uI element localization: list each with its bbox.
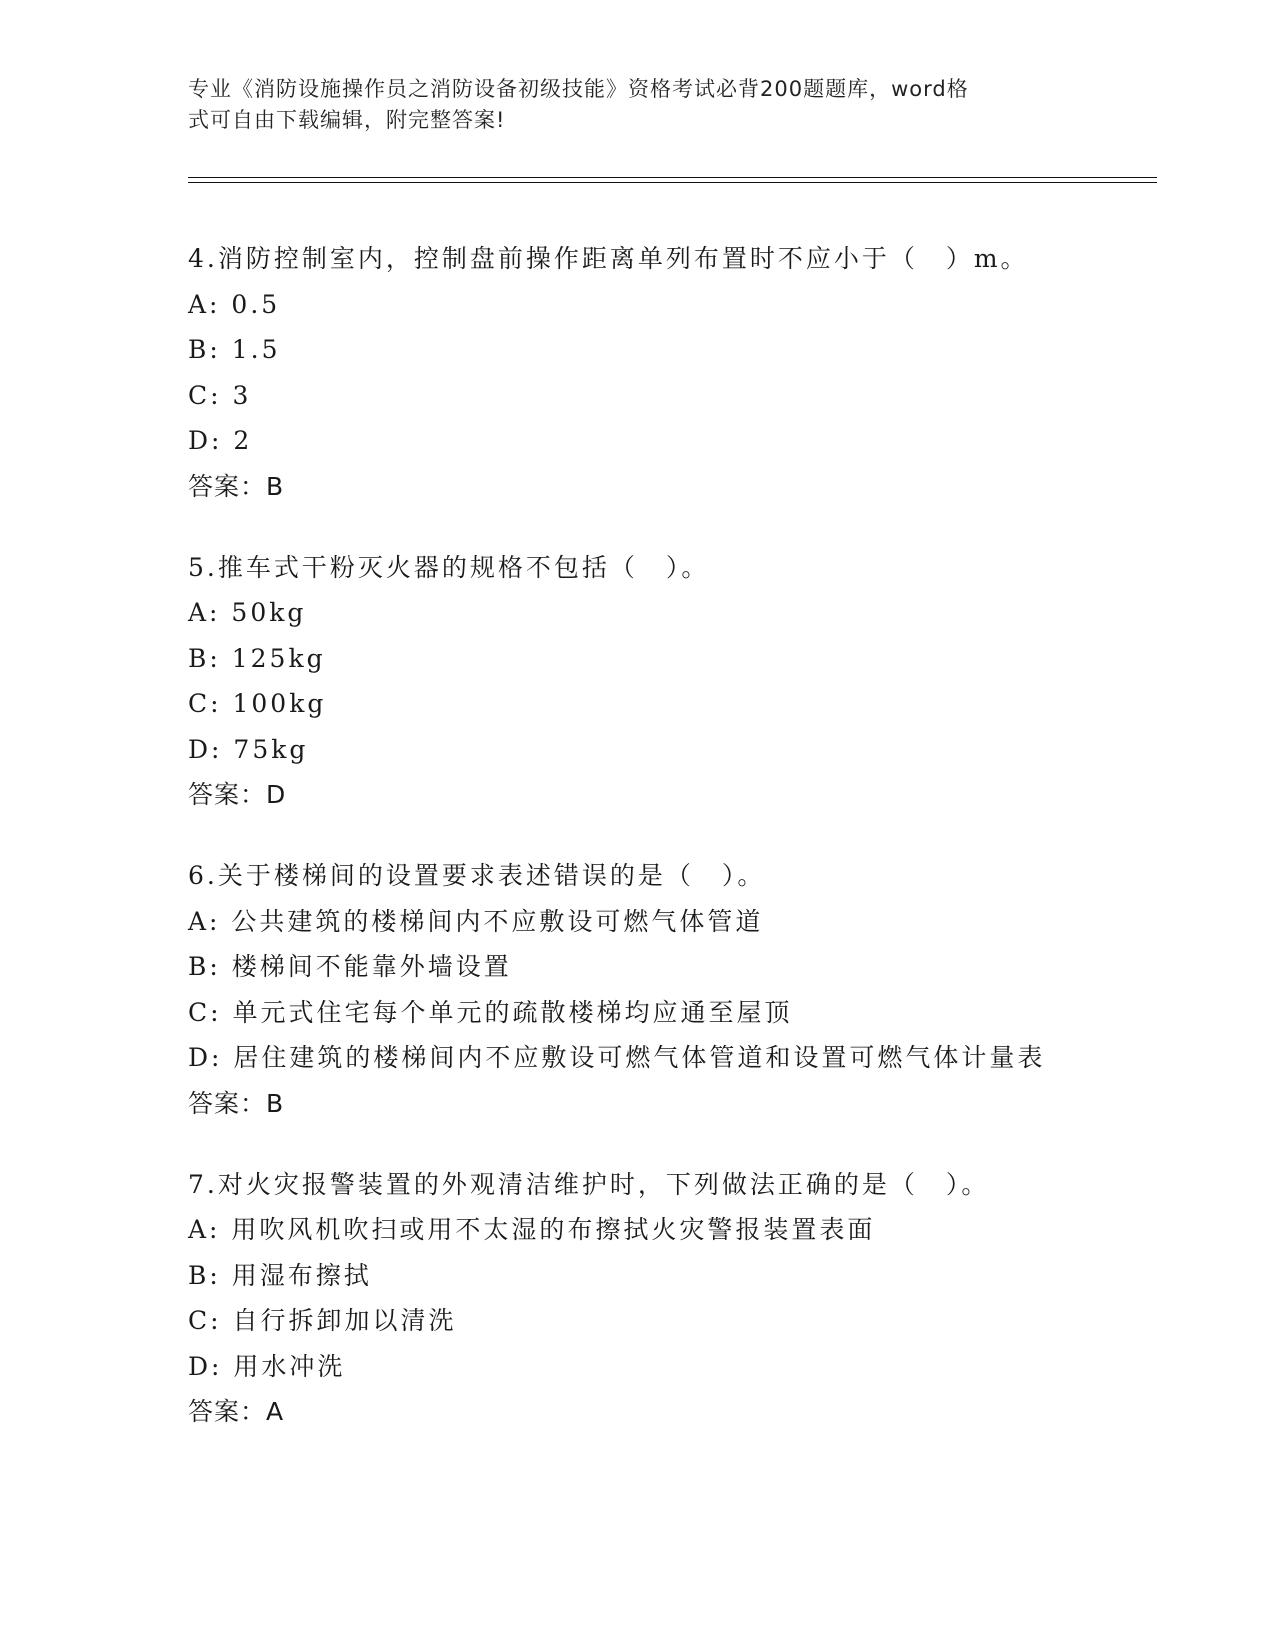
option-a: A: 50kg [188,598,307,627]
option-b: B: 125kg [188,643,326,673]
option-b: B: 1.5 [188,335,281,364]
option-c: C: 100kg [188,689,327,718]
answer: 答案：A [188,1397,285,1426]
answer: 答案：D [188,780,287,809]
header-title-line-1: 专业《消防设施操作员之消防设备初级技能》资格考试必背200题题库，word格 [188,77,969,101]
answer: 答案：B [188,471,285,501]
question-5 [188,545,1188,818]
question-stem: 5.推车式干粉灭火器的规格不包括（ ）。 [188,552,710,582]
question-list [188,236,1188,1470]
question-4 [188,236,1188,509]
option-d: D: 居住建筑的楼梯间内不应敷设可燃气体管道和设置可燃气体计量表 [188,1043,1046,1072]
option-d: D: 用水冲洗 [188,1351,346,1381]
question-stem: 6.关于楼梯间的设置要求表述错误的是（ ）。 [188,861,766,890]
question-6 [188,853,1188,1126]
option-d: D: 75kg [188,734,309,764]
answer: 答案：B [188,1088,285,1118]
header-divider-top [188,177,1157,178]
option-a: A: 0.5 [188,289,281,319]
option-c: C: 单元式住宅每个单元的疏散楼梯均应通至屋顶 [188,997,793,1027]
question-7 [188,1162,1188,1435]
question-stem: 7.对火灾报警装置的外观清洁维护时，下列做法正确的是（ ）。 [188,1169,990,1199]
option-c: C: 3 [188,380,252,410]
document-header [188,74,1078,136]
option-d: D: 2 [188,426,253,455]
option-a: A: 公共建筑的楼梯间内不应敷设可燃气体管道 [188,906,764,936]
option-b: B: 楼梯间不能靠外墙设置 [188,952,512,981]
option-b: B: 用湿布擦拭 [188,1260,372,1290]
header-title-line-2: 式可自由下载编辑，附完整答案! [188,108,506,132]
question-stem: 4.消防控制室内，控制盘前操作距离单列布置时不应小于（ ）m。 [188,244,1029,273]
option-a: A: 用吹风机吹扫或用不太湿的布擦拭火灾警报装置表面 [188,1215,876,1244]
header-divider-bottom [188,182,1157,183]
option-c: C: 自行拆卸加以清洗 [188,1306,457,1335]
